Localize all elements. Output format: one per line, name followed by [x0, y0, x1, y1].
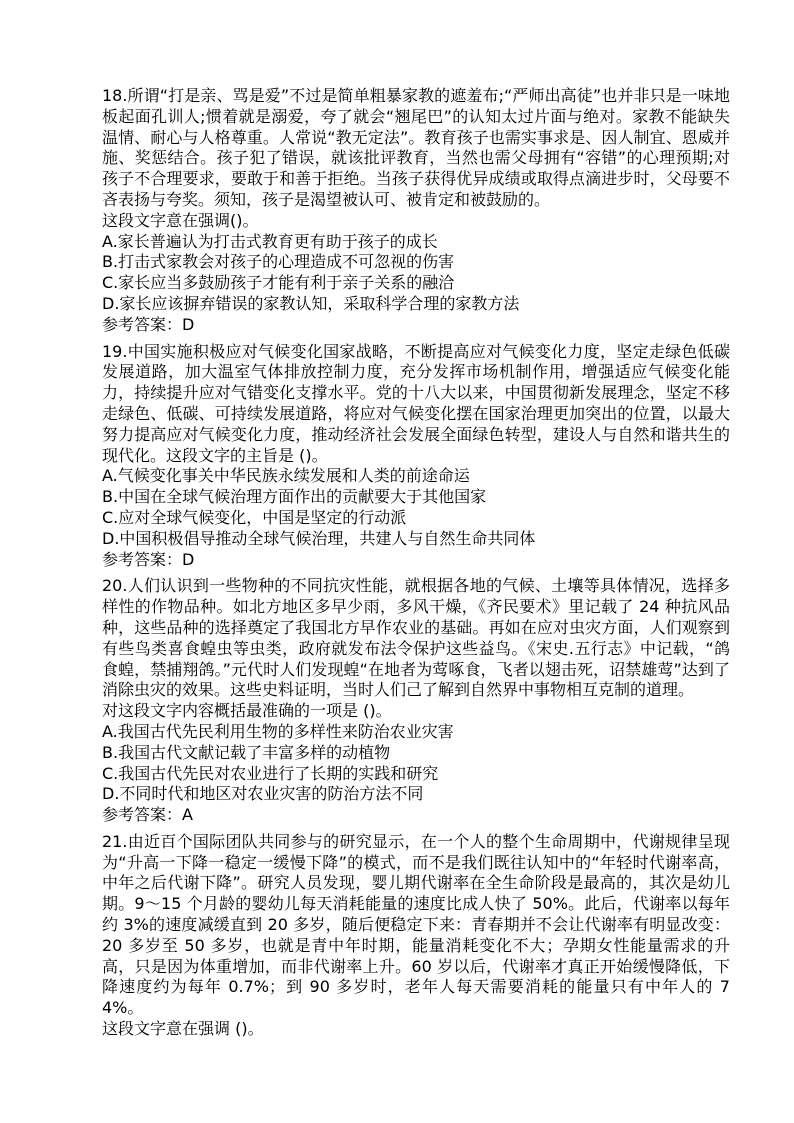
question-20-prompt: 对这段文字内容概括最准确的一项是 ()。	[102, 701, 392, 721]
question-21	[102, 832, 730, 1040]
question-21-prompt: 这段文字意在强调 ()。	[102, 1019, 264, 1039]
question-18-option-d: D.家长应该摒弃错误的家教认知，采取科学合理的家教方法	[102, 293, 520, 313]
question-19-option-a: A.气候变化事关中华民族永续发展和人类的前途命运	[102, 466, 470, 486]
question-18-option-b: B.打击式家教会对孩子的心理造成不可忽视的伤害	[102, 252, 455, 272]
question-20-option-a: A.我国古代先民利用生物的多样性来防治农业灾害	[102, 721, 454, 741]
question-19	[102, 342, 730, 571]
question-20-answer: 参考答案：A	[102, 805, 193, 825]
question-18-prompt: 这段文字意在强调()。	[102, 210, 259, 230]
question-21-body: 21.由近百个国际团队共同参与的研究显示，在一个人的整个生命周期中，代谢规律呈现为“升高一下降一稳定一缓慢下降”的模式，而不是我们既往认知中的“年轻时代谢率高，中年之后代谢下降”。研究人员发现，婴儿期代谢率在全生命阶段是最高的，其次是幼儿期。9～15 个月龄的婴幼儿每天消耗能量的速度比成人快了 50%。此后，代谢率以每年约 3%的速度减缓直到 20 多岁，随后便稳定下来：青春期并不会让代谢率有明显改变：20 多岁至 50 多岁，也就是青中年时期，能量消耗变化不大；孕期女性能量需求的升高，只是因为体重增加，而非代谢率上升。60 岁以后，代谢率才真正开始缓慢降低，下降速度约为每年 0.7%；到 90 多岁时，老年人每天需要消耗的能量只有中年人的 74%。	[102, 831, 730, 1018]
question-19-option-c: C.应对全球气候变化，中国是坚定的行动派	[102, 507, 407, 527]
question-20-body: 20.人们认识到一些物种的不同抗灾性能，就根据各地的气候、土壤等具体情况，选择多样性的作物品种。如北方地区多早少雨，多风干燥，《齐民要术》里记载了 24 种抗风品种，这些品种的选择奠定了我国北方早作农业的基础。再如在应对虫灾方面，人们观察到有些鸟类喜食蝗虫等虫类，政府就发布法令保护这些益鸟。《宋史.五行志》中记载，“鸽食蝗，禁捕翔鸽。”元代时人们发现蝗“在地者为莺啄食，飞者以翅击死，诏禁雄莺”达到了消除虫灾的效果。这些史料证明，当时人们己了解到自然界中事物相互克制的道理。	[102, 576, 730, 700]
question-19-answer: 参考答案：D	[102, 549, 195, 569]
question-18-option-c: C.家长应当多鼓励孩子才能有利于亲子关系的融洽	[102, 273, 455, 293]
question-20-option-d: D.不同时代和地区对农业灾害的防治方法不同	[102, 784, 424, 804]
question-20-option-b: B.我国古代文献记载了丰富多样的动植物	[102, 742, 391, 762]
question-19-option-b: B.中国在全球气候治理方面作出的贡献要大于其他国家	[102, 487, 487, 507]
question-19-option-d: D.中国积极倡导推动全球气候治理，共建人与自然生命共同体	[102, 528, 536, 548]
question-18-answer: 参考答案：D	[102, 314, 195, 334]
question-18-body: 18.所谓“打是亲、骂是爱”不过是简单粗暴家教的遮羞布;“严师出高徒”也并非只是一味地板起面孔训人;惯着就是溺爱，夸了就会“翘尾巴”的认知太过片面与绝对。家教不能缺失温情、耐心与人格尊重。人常说“教无定法”。教育孩子也需实事求是、因人制宜、恩威并施、奖惩结合。孩子犯了错误，就该批评教育，当然也需父母拥有“容错”的心理预期;对孩子不合理要求，要敢于和善于拒绝。当孩子获得优异成绩或取得点滴进步时，父母要不吝表扬与夸奖。须知，孩子是渴望被认可、被肯定和被鼓励的。	[102, 86, 730, 209]
question-18-option-a: A.家长普遍认为打击式教育更有助于孩子的成长	[102, 231, 438, 251]
question-20	[102, 576, 730, 826]
question-20-option-c: C.我国古代先民对农业进行了长期的实践和研究	[102, 763, 439, 783]
question-19-body: 19.中国实施积极应对气候变化国家战略，不断提高应对气候变化力度，坚定走绿色低碳发展道路，加大温室气体排放控制力度，充分发挥市场机制作用，增强适应气候变化能力，持续提升应对气错变化支撑水平。党的十八大以来，中国贯彻新发展理念，坚定不移走绿色、低碳、可持续发展道路，将应对气候变化摆在国家治理更加突出的位置，以最大努力提高应对气候变化力度，推动经济社会发展全面绿色转型，建设人与自然和谐共生的现代化。这段文字的主旨是 ()。	[102, 341, 730, 465]
question-18	[102, 86, 730, 336]
document-page	[102, 86, 730, 1046]
